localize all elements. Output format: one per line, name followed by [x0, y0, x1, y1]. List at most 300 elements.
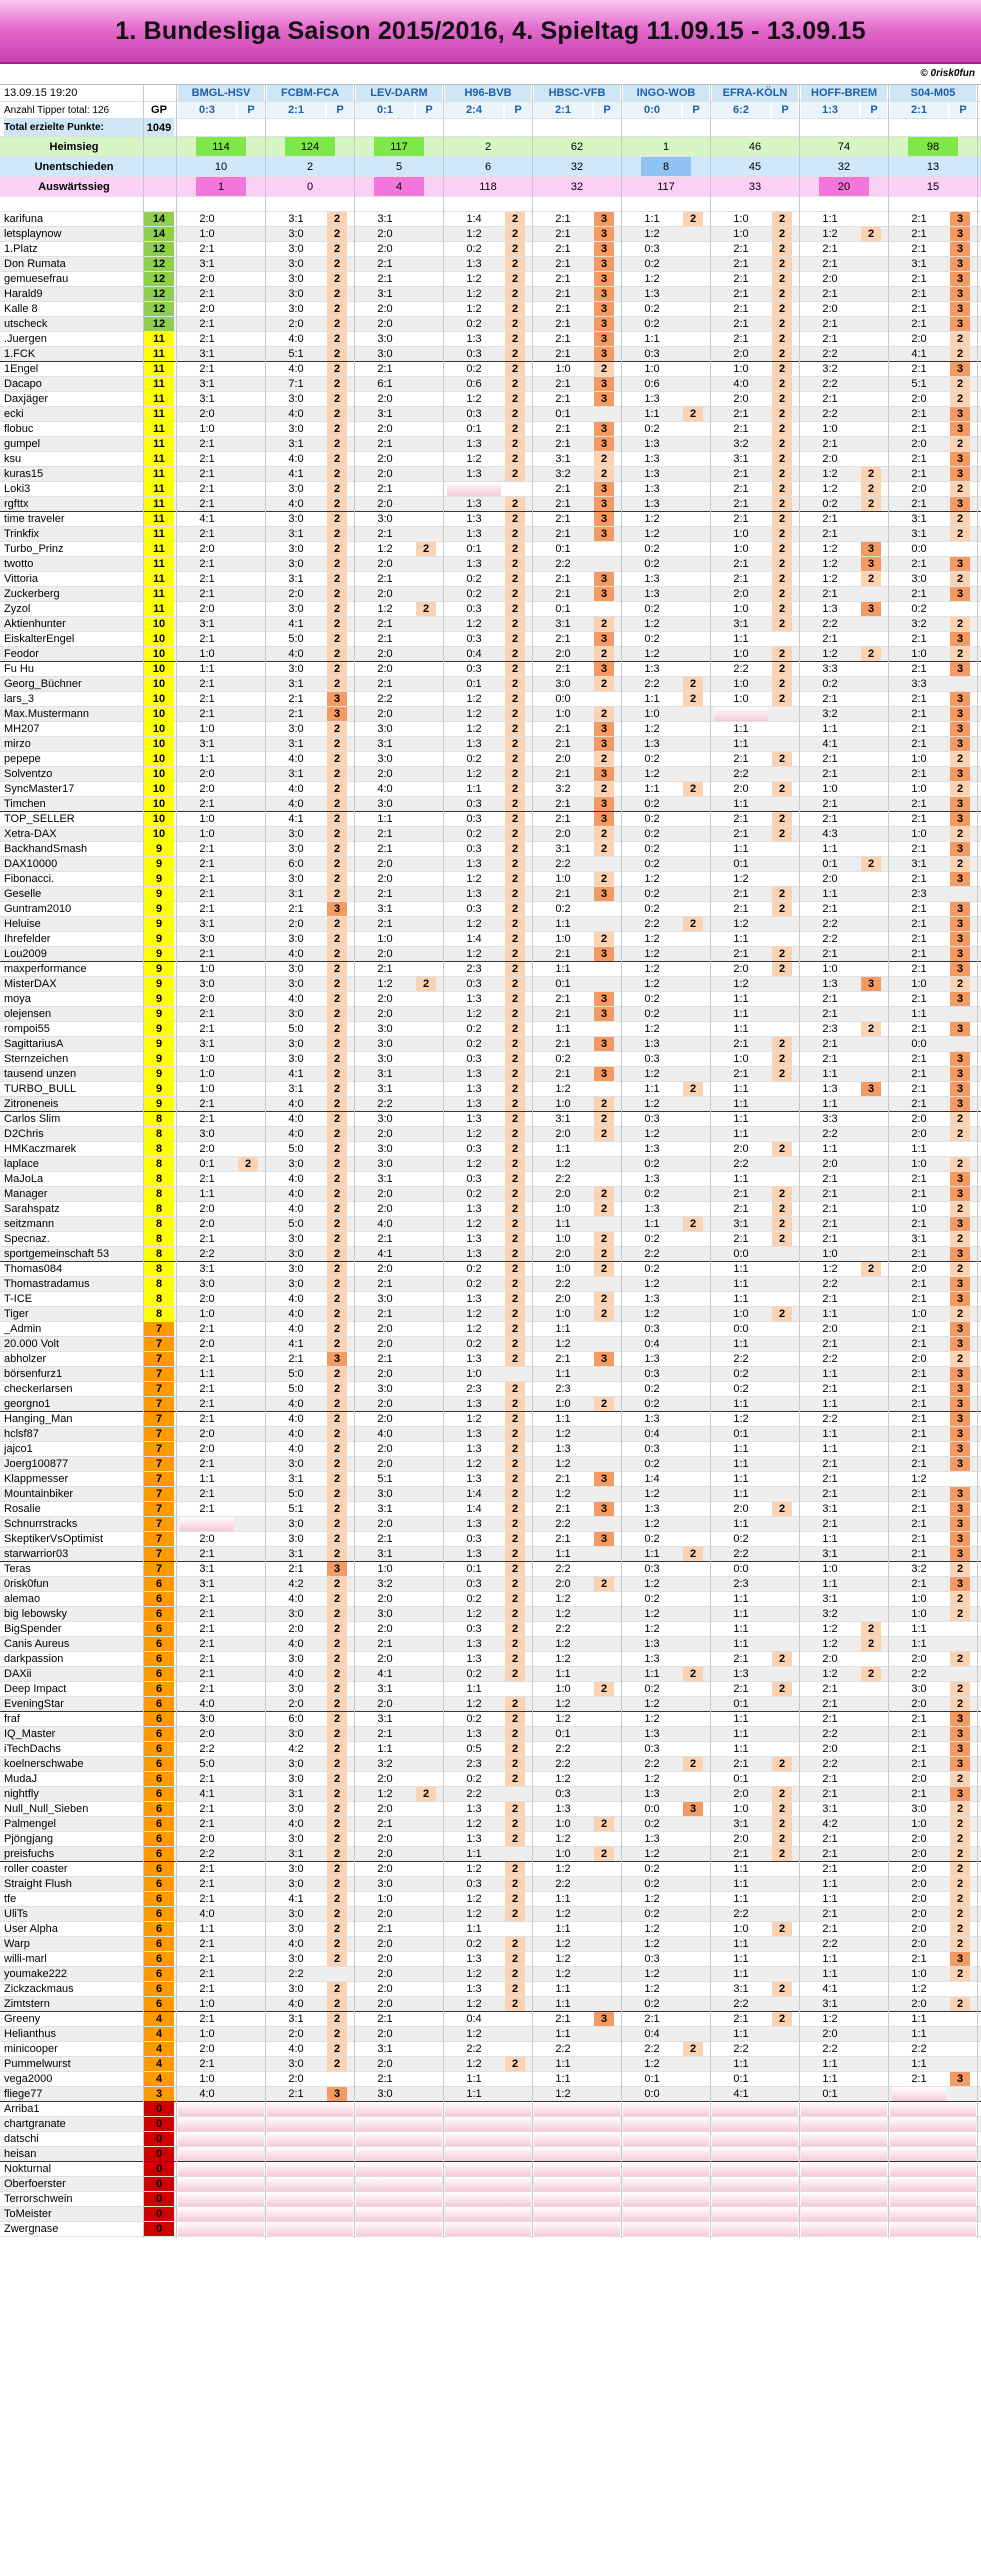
player-name[interactable]: Lou2009: [4, 948, 47, 960]
player-points: 9: [144, 977, 174, 991]
tip-value: 1:1: [555, 2028, 571, 2040]
tip-value: 2:1: [822, 1053, 838, 1065]
tip-value: 4:1: [377, 1248, 393, 1260]
tip-points: 3: [950, 1742, 970, 1756]
player-name[interactable]: Specnaz.: [4, 1233, 50, 1245]
tip-points: 3: [327, 1352, 347, 1366]
tip-value: 0:3: [644, 1743, 660, 1755]
tip-value: 0:2: [466, 1773, 482, 1785]
player-name[interactable]: T-ICE: [4, 1293, 33, 1305]
player-name[interactable]: utscheck: [4, 318, 48, 330]
player-name[interactable]: Klappmesser: [4, 1473, 69, 1485]
tip-value: 3:1: [822, 1503, 838, 1515]
tip-value: 2:1: [822, 753, 838, 765]
tip-value: 0:1: [466, 1563, 482, 1575]
player-name[interactable]: Vittoria: [4, 573, 39, 585]
player-name[interactable]: Tiger: [4, 1308, 29, 1320]
player-name[interactable]: chartgranate: [4, 2118, 66, 2130]
tip-value: 2:1: [555, 333, 571, 345]
player-name[interactable]: twotto: [4, 558, 34, 570]
tip-value: 2:0: [911, 438, 927, 450]
player-name[interactable]: 20.000 Volt: [4, 1338, 60, 1350]
tip-points: 2: [772, 677, 792, 691]
table-row: [0, 1772, 981, 1787]
player-name[interactable]: ksu: [4, 453, 22, 465]
match-header[interactable]: H96-BVB: [445, 85, 531, 101]
tip-value: 1:1: [911, 2013, 927, 2025]
tip-value: 2:0: [377, 768, 393, 780]
player-name[interactable]: Palmengel: [4, 1818, 56, 1830]
tip-value: 2:1: [733, 828, 749, 840]
tip-value: 2:2: [644, 1758, 660, 1770]
tip-points: 2: [327, 1652, 347, 1666]
player-name[interactable]: _Admin: [4, 1323, 42, 1335]
tip-value: 2:0: [377, 1698, 393, 1710]
tip-value: 2:1: [911, 228, 927, 240]
table-row: [0, 887, 981, 902]
empty-tip-cell: [178, 2162, 264, 2176]
player-name[interactable]: Greeny: [4, 2013, 41, 2025]
player-name[interactable]: mirzo: [4, 738, 31, 750]
tip-points: 2: [772, 437, 792, 451]
player-name[interactable]: SkeptikerVsOptimist: [4, 1533, 104, 1545]
tip-value: 2:1: [911, 588, 927, 600]
tip-value: 1:1: [822, 1428, 838, 1440]
player-name[interactable]: kuras15: [4, 468, 44, 480]
player-name[interactable]: .Juergen: [4, 333, 47, 345]
empty-tip-cell: [534, 2207, 620, 2221]
player-name[interactable]: Thomastradamus: [4, 1278, 90, 1290]
player-name[interactable]: datschi: [4, 2133, 39, 2145]
tip-value: 2:1: [199, 1773, 215, 1785]
player-name[interactable]: Pjöngjang: [4, 1833, 53, 1845]
tip-points: 2: [950, 1832, 970, 1846]
tip-value: 1:1: [911, 1143, 927, 1155]
empty-tip-cell: [890, 2117, 976, 2131]
player-name[interactable]: Kalle 8: [4, 303, 38, 315]
player-name[interactable]: pepepe: [4, 753, 41, 765]
player-name[interactable]: Guntram2010: [4, 903, 72, 915]
player-name[interactable]: abholzer: [4, 1353, 47, 1365]
player-name[interactable]: Georg_Büchner: [4, 678, 82, 690]
player-name[interactable]: 1.Platz: [4, 243, 38, 255]
tip-points: 2: [772, 1787, 792, 1801]
player-name[interactable]: letsplaynow: [4, 228, 62, 240]
tip-points: 2: [505, 512, 525, 526]
tip-points: 2: [772, 2012, 792, 2026]
tip-value: 2:1: [377, 1233, 393, 1245]
player-name[interactable]: Hanging_Man: [4, 1413, 73, 1425]
tip-value: 1:2: [555, 1458, 571, 1470]
tip-points: 2: [861, 1262, 881, 1276]
player-name[interactable]: ecki: [4, 408, 24, 420]
player-name[interactable]: Deep Impact: [4, 1683, 67, 1695]
player-name[interactable]: minicooper: [4, 2043, 58, 2055]
player-name[interactable]: Fibonacci.: [4, 873, 55, 885]
player-name[interactable]: BackhandSmash: [4, 843, 88, 855]
player-name[interactable]: TURBO_BULL: [4, 1083, 77, 1095]
player-name[interactable]: 1Engel: [4, 363, 39, 375]
empty-tip-cell: [267, 2222, 353, 2236]
player-name[interactable]: maxperformance: [4, 963, 87, 975]
match-header[interactable]: INGO-WOB: [623, 85, 709, 101]
player-name[interactable]: flobuc: [4, 423, 34, 435]
tip-value: 2:1: [377, 633, 393, 645]
player-name[interactable]: 0risk0fun: [4, 1578, 49, 1590]
player-name[interactable]: Joerg100877: [4, 1458, 69, 1470]
player-name[interactable]: Canis Aureus: [4, 1638, 70, 1650]
tip-value: 0:2: [644, 753, 660, 765]
tip-points: 2: [505, 737, 525, 751]
tip-value: 1:0: [199, 423, 215, 435]
player-name[interactable]: jajco1: [4, 1443, 33, 1455]
table-row: [0, 1112, 981, 1127]
table-row: [0, 1142, 981, 1157]
tip-value: 3:0: [199, 1713, 215, 1725]
tip-value: 4:0: [288, 498, 304, 510]
player-name[interactable]: tfe: [4, 1893, 17, 1905]
player-name[interactable]: MisterDAX: [4, 978, 57, 990]
player-name[interactable]: Rosalie: [4, 1503, 41, 1515]
tip-value: 3:1: [199, 393, 215, 405]
tip-value: 3:1: [822, 1593, 838, 1605]
missing-tip: [447, 482, 501, 496]
tip-value: 2:2: [555, 858, 571, 870]
player-name[interactable]: D2Chris: [4, 1128, 44, 1140]
player-points: 8: [144, 1262, 174, 1276]
tip-points: 2: [505, 1202, 525, 1216]
player-name[interactable]: alemao: [4, 1593, 41, 1605]
tip-value: 1:1: [733, 1293, 749, 1305]
player-name[interactable]: Harald9: [4, 288, 43, 300]
tip-points: 3: [950, 1082, 970, 1096]
player-name[interactable]: Zwergnase: [4, 2223, 59, 2235]
tip-points: 2: [594, 1292, 614, 1306]
tip-value: 3:0: [288, 1518, 304, 1530]
player-name[interactable]: tausend unzen: [4, 1068, 77, 1080]
match-header[interactable]: FCBM-FCA: [267, 85, 353, 101]
tip-value: 2:1: [822, 1293, 838, 1305]
player-name[interactable]: Feodor: [4, 648, 39, 660]
player-name[interactable]: vega2000: [4, 2073, 53, 2085]
tip-value: 2:1: [733, 573, 749, 585]
player-name[interactable]: Max.Mustermann: [4, 708, 89, 720]
tip-value: 2:0: [555, 1188, 571, 1200]
tip-points: 2: [505, 1127, 525, 1141]
tip-value: 2:1: [911, 693, 927, 705]
tip-value: 2:1: [822, 798, 838, 810]
tip-value: 2:0: [199, 1533, 215, 1545]
tip-value: 4:0: [288, 1173, 304, 1185]
tip-value: 2:1: [822, 243, 838, 255]
player-name[interactable]: Zickzackmaus: [4, 1983, 74, 1995]
tip-points: 3: [950, 992, 970, 1006]
table-row: [0, 2057, 981, 2072]
player-name[interactable]: User Alpha: [4, 1923, 58, 1935]
player-name[interactable]: Sarahspatz: [4, 1203, 60, 1215]
match-header[interactable]: LEV-DARM: [356, 85, 442, 101]
tip-points: 2: [327, 1997, 347, 2011]
player-name[interactable]: big lebowsky: [4, 1608, 67, 1620]
player-name[interactable]: youmake222: [4, 1968, 67, 1980]
player-name[interactable]: Zuckerberg: [4, 588, 60, 600]
tip-value: 3:1: [377, 408, 393, 420]
player-name[interactable]: Trinkfix: [4, 528, 40, 540]
player-name[interactable]: Oberfoerster: [4, 2178, 66, 2190]
player-name[interactable]: Don Rumata: [4, 258, 66, 270]
table-row: [0, 1382, 981, 1397]
player-name[interactable]: EveningStar: [4, 1698, 64, 1710]
player-name[interactable]: Turbo_Prinz: [4, 543, 64, 555]
tip-points: 2: [327, 1502, 347, 1516]
player-name[interactable]: moya: [4, 993, 31, 1005]
player-name[interactable]: Fu Hu: [4, 663, 34, 675]
player-name[interactable]: koelnerschwabe: [4, 1758, 84, 1770]
player-name[interactable]: darkpassion: [4, 1653, 64, 1665]
player-name[interactable]: Mountainbiker: [4, 1488, 74, 1500]
player-name[interactable]: MH207: [4, 723, 40, 735]
player-name[interactable]: Sternzeichen: [4, 1053, 69, 1065]
tip-value: 2:0: [911, 393, 927, 405]
tip-value: 3:1: [377, 1713, 393, 1725]
player-name[interactable]: Zimtstern: [4, 1998, 50, 2010]
stat-value: 5: [395, 161, 403, 173]
player-name[interactable]: lars_3: [4, 693, 34, 705]
tip-value: 0:3: [644, 1323, 660, 1335]
stat-value: 117: [657, 181, 675, 193]
tip-value: 3:0: [288, 228, 304, 240]
player-points: 6: [144, 1622, 174, 1636]
tip-value: 4:0: [288, 1593, 304, 1605]
player-name[interactable]: rompoi55: [4, 1023, 50, 1035]
player-name[interactable]: Arriba1: [4, 2103, 40, 2115]
tip-value: 0:1: [733, 1428, 749, 1440]
tip-points: 2: [861, 482, 881, 496]
tip-value: 5:1: [288, 348, 304, 360]
player-name[interactable]: gemuesefrau: [4, 273, 69, 285]
tip-value: 2:0: [911, 1848, 927, 1860]
tip-value: 1:0: [555, 1098, 571, 1110]
tip-value: 1:1: [733, 1623, 749, 1635]
player-name[interactable]: Straight Flush: [4, 1878, 72, 1890]
player-name[interactable]: Dacapo: [4, 378, 42, 390]
player-name[interactable]: börsenfurz1: [4, 1368, 63, 1380]
tip-value: 3:1: [733, 453, 749, 465]
player-name[interactable]: seitzmann: [4, 1218, 55, 1230]
player-points: 10: [144, 662, 174, 676]
player-name[interactable]: Manager: [4, 1188, 48, 1200]
tip-value: 2:1: [911, 1458, 927, 1470]
tip-points: 3: [950, 1337, 970, 1351]
player-name[interactable]: gumpel: [4, 438, 41, 450]
stat-value: 46: [748, 141, 762, 153]
player-name[interactable]: time traveler: [4, 513, 65, 525]
tip-points: 3: [950, 242, 970, 256]
player-name[interactable]: willi-marl: [4, 1953, 47, 1965]
player-name[interactable]: fraf: [4, 1713, 20, 1725]
table-row: [0, 452, 981, 467]
player-name[interactable]: Daxjäger: [4, 393, 49, 405]
player-name[interactable]: laplace: [4, 1158, 39, 1170]
tip-value: 2:1: [555, 813, 571, 825]
tip-points: 2: [772, 392, 792, 406]
tip-value: 3:1: [288, 213, 304, 225]
player-name[interactable]: heisan: [4, 2148, 37, 2160]
player-name[interactable]: UliTs: [4, 1908, 28, 1920]
player-name[interactable]: Carlos Slim: [4, 1113, 61, 1125]
player-points: 9: [144, 842, 174, 856]
player-name[interactable]: Solventzo: [4, 768, 53, 780]
tip-points: 2: [861, 467, 881, 481]
empty-tip-cell: [623, 2177, 709, 2191]
tip-value: 2:2: [822, 1758, 838, 1770]
player-name[interactable]: fliege77: [4, 2088, 43, 2100]
tip-value: 2:0: [377, 453, 393, 465]
player-name[interactable]: TOP_SELLER: [4, 813, 75, 825]
tip-value: 0:0: [644, 2088, 660, 2100]
match-header[interactable]: EFRA-KÖLN: [712, 85, 798, 101]
tip-value: 5:0: [199, 1758, 215, 1770]
player-name[interactable]: MaJoLa: [4, 1173, 44, 1185]
player-name[interactable]: Loki3: [4, 483, 31, 495]
tip-value: 2:1: [199, 498, 215, 510]
player-name[interactable]: Schnurrstracks: [4, 1518, 78, 1530]
player-name[interactable]: Thomas084: [4, 1263, 63, 1275]
tip-value: 1:1: [733, 1893, 749, 1905]
player-name[interactable]: Teras: [4, 1563, 31, 1575]
player-name[interactable]: Heluise: [4, 918, 41, 930]
player-name[interactable]: SyncMaster17: [4, 783, 75, 795]
player-name[interactable]: olejensen: [4, 1008, 52, 1020]
tip-value: 1:0: [466, 1368, 482, 1380]
tip-value: 1:0: [911, 753, 927, 765]
match-header[interactable]: HOFF-BREM: [801, 85, 887, 101]
stat-label: Heimsieg: [49, 141, 99, 153]
empty-tip-cell: [712, 2207, 798, 2221]
tip-value: 2:1: [911, 288, 927, 300]
player-name[interactable]: preisfuchs: [4, 1848, 55, 1860]
tip-value: 2:1: [199, 1233, 215, 1245]
table-row: [0, 662, 981, 677]
tip-points: 2: [505, 1832, 525, 1846]
player-name[interactable]: hclsf87: [4, 1428, 39, 1440]
player-name[interactable]: Geselle: [4, 888, 42, 900]
tip-value: 2:1: [822, 393, 838, 405]
tip-value: 3:0: [288, 1533, 304, 1545]
player-name[interactable]: Warp: [4, 1938, 30, 1950]
match-header[interactable]: HBSC-VFB: [534, 85, 620, 101]
player-points: 4: [144, 2012, 174, 2026]
player-name[interactable]: karifuna: [4, 213, 44, 225]
player-name[interactable]: Terrorschwein: [4, 2193, 73, 2205]
tip-value: 0:1: [733, 1773, 749, 1785]
match-header[interactable]: BMGL-HSV: [178, 85, 264, 101]
match-header[interactable]: S04-M05: [890, 85, 976, 101]
tip-points: 2: [772, 1217, 792, 1231]
player-name[interactable]: roller coaster: [4, 1863, 68, 1875]
player-name[interactable]: ToMeister: [4, 2208, 52, 2220]
player-name[interactable]: Xetra-DAX: [4, 828, 57, 840]
table-row: [0, 632, 981, 647]
player-name[interactable]: BigSpender: [4, 1623, 62, 1635]
player-name[interactable]: IQ_Master: [4, 1728, 56, 1740]
player-name[interactable]: Zyzol: [4, 603, 31, 615]
player-name[interactable]: Ihrefelder: [4, 933, 51, 945]
player-name[interactable]: Zitroneneis: [4, 1098, 59, 1110]
tip-value: 1:2: [911, 1473, 927, 1485]
tip-points: 2: [327, 1397, 347, 1411]
tip-value: 2:0: [377, 858, 393, 870]
tip-value: 3:0: [911, 1683, 927, 1695]
player-name[interactable]: Pummelwurst: [4, 2058, 71, 2070]
tip-value: 2:1: [199, 888, 215, 900]
player-name[interactable]: DAXii: [4, 1668, 32, 1680]
tip-points: 3: [950, 557, 970, 571]
tip-points: 2: [505, 677, 525, 691]
tip-points: 3: [327, 902, 347, 916]
player-name[interactable]: iTechDachs: [4, 1743, 61, 1755]
tip-value: 2:1: [199, 1008, 215, 1020]
tip-points: 2: [950, 1682, 970, 1696]
player-name[interactable]: Helianthus: [4, 2028, 56, 2040]
tip-value: 0:2: [644, 303, 660, 315]
player-name[interactable]: georgno1: [4, 1398, 51, 1410]
player-points: 8: [144, 1217, 174, 1231]
player-name[interactable]: DAX10000: [4, 858, 58, 870]
tip-value: 1:0: [555, 1683, 571, 1695]
tip-value: 2:0: [911, 1263, 927, 1275]
tip-value: 1:1: [733, 1083, 749, 1095]
column-divider: [977, 85, 978, 2238]
tip-value: 1:2: [733, 873, 749, 885]
tip-value: 2:2: [822, 378, 838, 390]
player-name[interactable]: Nokturnal: [4, 2163, 52, 2175]
tip-value: 1:3: [466, 1293, 482, 1305]
tip-value: 1:3: [466, 1398, 482, 1410]
player-name[interactable]: Null_Null_Sieben: [4, 1803, 89, 1815]
player-name[interactable]: 1.FCK: [4, 348, 36, 360]
table-row: [0, 692, 981, 707]
player-name[interactable]: checkerlarsen: [4, 1383, 73, 1395]
tip-value: 2:1: [911, 1713, 927, 1725]
tip-value: 3:0: [377, 333, 393, 345]
player-name[interactable]: Timchen: [4, 798, 46, 810]
player-name[interactable]: MudaJ: [4, 1773, 38, 1785]
player-name[interactable]: HMKaczmarek: [4, 1143, 77, 1155]
tip-points: 2: [950, 1892, 970, 1906]
tip-points: 3: [950, 287, 970, 301]
tip-value: 0:2: [644, 888, 660, 900]
tip-points: 3: [950, 1187, 970, 1201]
player-points: 11: [144, 332, 174, 346]
player-name[interactable]: rgfttx: [4, 498, 29, 510]
tip-points: 2: [327, 2012, 347, 2026]
tip-points: 2: [594, 617, 614, 631]
player-name[interactable]: nightfly: [4, 1788, 39, 1800]
tip-value: 0:2: [644, 813, 660, 825]
player-name[interactable]: starwarrior03: [4, 1548, 69, 1560]
date-label: 13.09.15 19:20: [4, 87, 78, 99]
player-name[interactable]: EiskalterEngel: [4, 633, 75, 645]
tip-value: 0:0: [644, 1803, 660, 1815]
player-name[interactable]: sportgemeinschaft 53: [4, 1248, 110, 1260]
tip-value: 2:1: [377, 918, 393, 930]
player-name[interactable]: SagittariusA: [4, 1038, 64, 1050]
player-name[interactable]: Aktienhunter: [4, 618, 66, 630]
tip-value: 1:3: [644, 1503, 660, 1515]
tip-points: 2: [327, 1847, 347, 1861]
tip-value: 2:0: [822, 1653, 838, 1665]
